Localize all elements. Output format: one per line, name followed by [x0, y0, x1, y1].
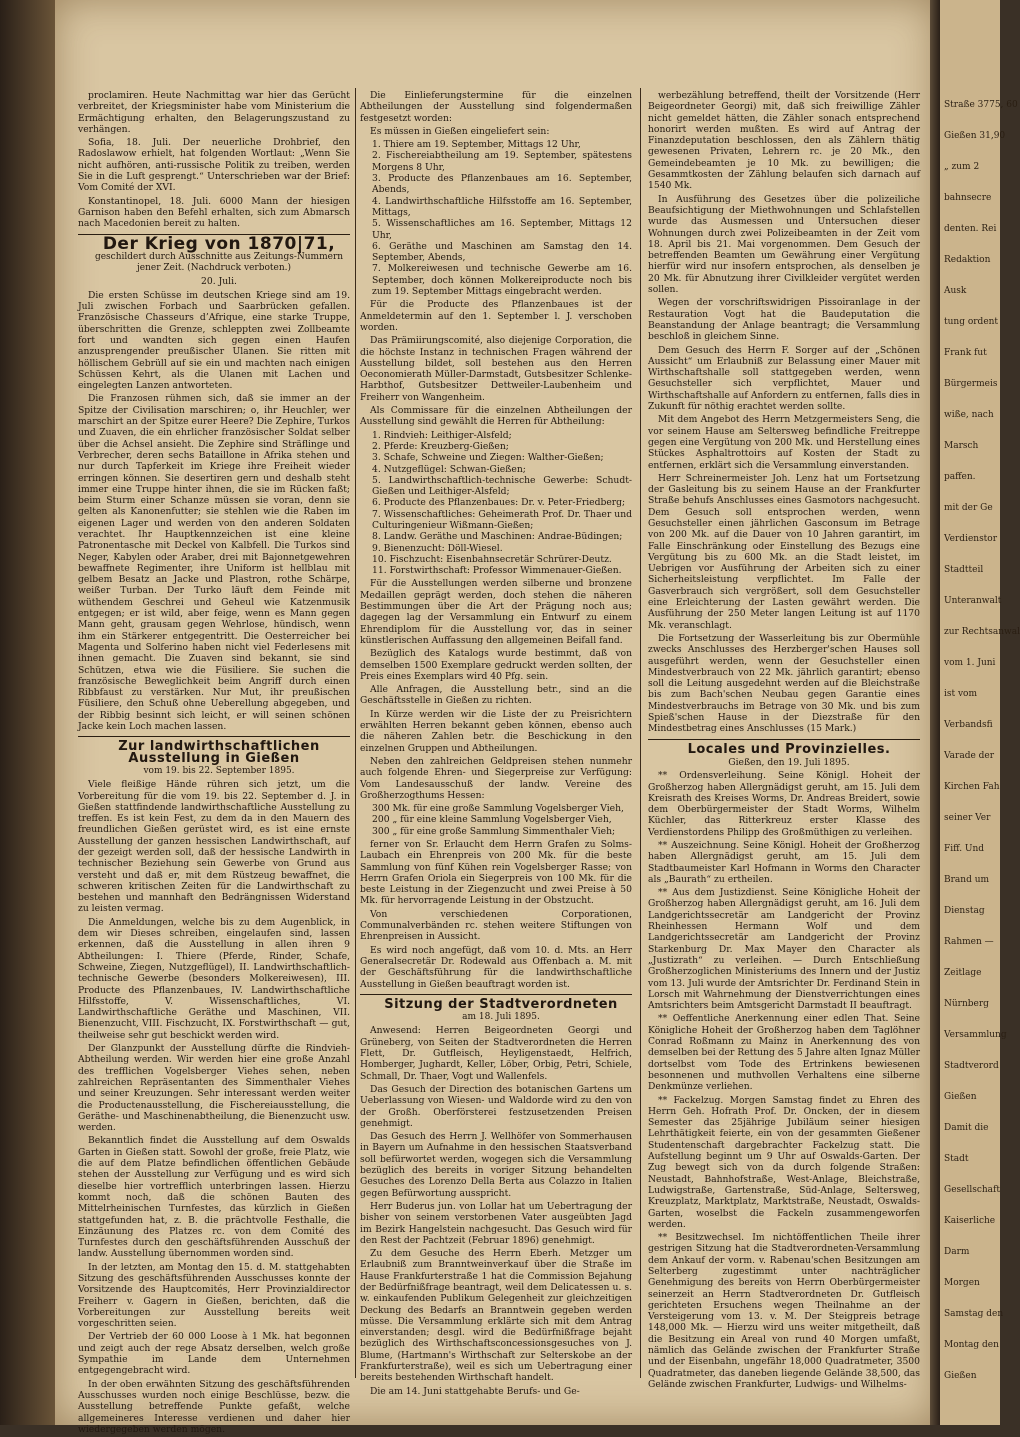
article-paragraph: Sofia, 18. Juli. Der neuerliche Drohbrief, den Radoslawow erhielt, hat folgenden Wortlaut: „Wenn Sie nicht aufhören, anti-russische Politik zu treiben, werden Sie in die Luft gesprengt.“ Unterschrieben war der Brief: Vom Comité der XVI.: [78, 137, 350, 194]
adjacent-page-strip: [940, 0, 1020, 1425]
column-rule: [640, 88, 641, 1378]
article-paragraph: Die am 14. Juni stattgehabte Berufs- und Ge-: [370, 1385, 580, 1397]
article-paragraph: Viele fleißige Hände rühren sich jetzt, um die Vorbereitung für die vom 19. bis 22. September d. J. in Gießen stattfindende landwirthschaftliche Ausstellung zu treffen. Es ist kein Fest, zu dem da in den Mauern des freundlichen Gießen gerüstet wird, es ist eine ernste Ausstellung der ganzen hessischen Landwirthschaft, auf der gezeigt werden soll, daß der hessische Landwirth in technischer Beziehung sein Gewerbe von Grund aus versteht und daß er, mit dem Rüstzeug bewaffnet, die schweren kritischen Zeiten für die Landwirthschaft zu bestehen und mannhaft den Bedrängnissen Widerstand zu leisten vermag.: [78, 779, 350, 915]
column-1: [78, 90, 350, 1437]
ausstellung-subheading: vom 19. bis 22. September 1895.: [143, 765, 295, 776]
column-rule: [355, 88, 356, 1378]
article-paragraph: Herr Buderus jun. von Lollar hat um Uebertragung der bisher von seinem verstorbenen Vater ausgeübten Jagd im Bezirk Hangelstein nachgesucht. Das Gesuch wird für den Rest der Pachtzeit (Februar 1896) genehmigt.: [360, 1200, 632, 1246]
adjacent-page-text: Unteranwalt: [944, 596, 1002, 606]
article-paragraph: In Kürze werden wir die Liste der zu Preisrichtern erwählten Herren bekannt geben können, ebenso auch die näheren Zahlen betr. die Beschickung in den einzelnen Gruppen und Abtheilungen.: [360, 708, 632, 754]
article-paragraph: ** Fackelzug. Morgen Samstag findet zu Ehren des Herrn Geh. Hofrath Prof. Dr. Oncken, der in diesem Semester das 25jährige Jubiläum seiner hiesigen Lehrthätigkeit feierte, ein von der gesammten Gießener Studentenschaft dargebrachter Fackelzug statt. Die Aufstellung beginnt um 9 Uhr auf Oswalds-Garten. Der Zug bewegt sich von da durch folgende Straßen: Neustadt, Bahnhofstraße, West-Anlage, Bleichstraße, Ludwigstraße, Gartenstraße, Süd-Anlage, Seltersweg, Kreuzplatz, Marktplatz, Marktstraße, Neustadt, Oswalds-Garten, woselbst die Fackeln zusammengeworfen werden.: [648, 1094, 920, 1230]
adjacent-page-text: Versammlung: [944, 1030, 1007, 1040]
article-paragraph: Es wird noch angefügt, daß vom 10. d. Mts. an Herr Generalsecretär Dr. Rodewald aus Offenbach a. M. mit der Geschäftsführung für die landwirthschaftliche Ausstellung in Gießen beauftragt worden ist.: [360, 944, 632, 990]
list-item: 5. Wissenschaftliches am 16. September, Mittags 12 Uhr,: [372, 218, 632, 241]
adjacent-page-text: Gießen: [944, 1092, 977, 1102]
adjacent-page-text: Brand um: [944, 875, 990, 885]
adjacent-page-text: tung ordent: [944, 317, 999, 327]
article-paragraph: Neben den zahlreichen Geldpreisen stehen nunmehr auch folgende Ehren- und Siegerpreise zur Verfügung: Vom Landesausschuß der landw. Vereine des Großherzogthums Hessen:: [360, 755, 632, 801]
list-item: 9. Bienenzucht: Döll-Wiesel.: [372, 542, 503, 554]
list-item: 11. Forstwirthschaft: Professor Wimmenauer-Gießen.: [372, 565, 622, 577]
article-paragraph: Anwesend: Herren Beigeordneten Georgi und Grüneberg, von Seiten der Stadtverordneten die Herren Flett, Dr. Gutfleisch, Heyligenstaedt, Helfrich, Homberger, Jughardt, Keller, Löber, Orbig, Petri, Schiele, Schmall, Dr. Thaer, Vogt und Wallenfels.: [360, 1025, 632, 1082]
ausstellung-heading: Zur landwirthschaftlichen Ausstellung in Gießen: [118, 739, 320, 766]
article-paragraph: Wegen der vorschriftswidrigen Pissoiranlage in der Restauration Vogt hat die Baudeputation die Beanstandung der Anlage beantragt; die Versammlung beschloß in gleichem Sinne.: [648, 297, 920, 343]
adjacent-page-text: zur Rechtsanwal: [944, 627, 1020, 637]
column-2: [360, 90, 632, 1399]
adjacent-page-text: Fiff. Und: [944, 844, 985, 854]
adjacent-page-text: mit der Ge: [944, 503, 993, 513]
article-paragraph: ** Oeffentliche Anerkennung einer edlen That. Seine Königliche Hoheit der Großherzog haben dem Taglöhner Conrad Roßmann zu Mainz in Anerkennung des von demselben bei der Rettung des 5 Jahre alten Ignaz Müller dortselbst vom Tode des Ertrinkens bewiesenen besonnenen und muthvollen Verhaltens eine silberne Denkmünze verliehen.: [648, 1013, 920, 1093]
adjacent-page-text: seiner Ver: [944, 813, 991, 823]
adjacent-page-text: Damit die: [944, 1123, 989, 1133]
sitzung-subheading: am 18. Juli 1895.: [462, 1012, 540, 1023]
divider: [360, 994, 632, 995]
divider: [78, 736, 350, 737]
preise-list: [372, 803, 632, 837]
article-paragraph: Die ersten Schüsse im deutschen Kriege sind am 19. Juli zwischen Forbach und Saarbrücken gefallen. Französische Chasseurs d’Afrique, eine starke Truppe, überschritten die Grenze, schleppten zwei Zollbeamte fort und wandten sich gegen einen Haufen anzusprengender preußischer Ulanen. Sie ritten mit höllischem Gebrüll auf sie ein und machten nach einigen Schüssen Kehrt, als die Ulanen mit Lachen und eingelegten Lanzen antworteten.: [78, 289, 350, 392]
article-paragraph: Der Vertrieb der 60 000 Loose à 1 Mk. hat begonnen und zeigt auch der rege Absatz derselben, welch große Sympathie im Lande dem Unternehmen entgegengebracht wird.: [78, 1331, 350, 1377]
adjacent-page-text: Zeitlage: [944, 968, 982, 978]
adjacent-page-text: Redaktion: [944, 255, 991, 265]
adjacent-page-text: Montag den: [944, 1340, 999, 1350]
article-paragraph: proclamiren. Heute Nachmittag war hier das Gerücht verbreitet, der Kriegsminister habe vom Ministerium die Ermächtigung erhalten, den Belagerungszustand zu verhängen.: [78, 90, 350, 135]
article-paragraph: Die Anmeldungen, welche bis zu dem Augenblick, in dem wir Dieses schreiben, eingelaufen sind, lassen erkennen, daß die Ausstellung in allen ihren 9 Abtheilungen: I. Thiere (Pferde, Rinder, Schafe, Schweine, Ziegen, Nutzgeflügel), II. Landwirthschaftlich-technische Gewerbe (besonders Molkereiwesen), III. Producte des Pflanzenbaues, IV. Landwirthschaftliche Hilfsstoffe, V. Wissenschaftliches, VI. Landwirthschaftliche Geräthe und Maschinen, VII. Bienenzucht, VIII. Fischzucht, IX. Forstwirthschaft — gut, theilweise sehr gut beschickt werden wird.: [78, 916, 350, 1041]
list-item: 6. Geräthe und Maschinen am Samstag den 14. September, Abends,: [372, 240, 632, 264]
list-item: 10. Fischzucht: Eisenbahnsecretär Schrürer-Deutz.: [372, 553, 612, 565]
article-paragraph: ** Aus dem Justizdienst. Seine Königliche Hoheit der Großherzog haben Allergnädigst geruht, am 16. Juli dem Landgerichtssecretär am Landgericht der Provinz Rheinhessen Hermann Wolf und dem Landgerichtssecretär am Landgericht der Provinz Starkenburg Dr. Max Mayer den Character als „Justizrath“ zu verleihen. — Durch Entschließung Großherzoglichen Ministeriums des Innern und der Justiz vom 13. Juli wurde der Amtsrichter Dr. Ferdinand Stein in Lorsch mit Wahrnehmung der Dienstverrichtungen eines Amtsrichters beim Amtsgericht Darmstadt II beauftragt.: [648, 887, 920, 1012]
commissare-list: [372, 430, 632, 577]
binding-edge-left: [0, 0, 55, 1425]
adjacent-page-text: Marsch: [944, 441, 979, 451]
adjacent-page-text: ist vom: [944, 689, 978, 699]
adjacent-page-text: Straße 3775, 60: [944, 100, 1018, 110]
article-paragraph: ** Besitzwechsel. Im nichtöffentlichen Theile ihrer gestrigen Sitzung hat die Stadtverordneten-Versammlung dem Ankauf der vorm. v. Rabenau'schen Besitzungen am Selterberg zugestimmt unter nachträglicher Genehmigung des bereits von Herrn Oberbürgermeister seinerzeit an Herrn Stadtverordneten Dr. Gutfleisch gerichteten Ersuchens wegen Theilnahme an der Versteigerung vom 13. v. M. Der Steigpreis betrage 148,000 Mk. — Hierzu wird uns weiter mitgetheilt, daß die Besitzung ein Areal von rund 40 Morgen umfaßt, nämlich das Gelände zwischen der Frankfurter Straße und der Eisenbahn, ungefähr 18,000 Quadratmeter, 3500 Quadratmeter, das daneben liegende Gelände 38,500, das Gelände zwischen Frankfurter, Ludwigs- und Wilhelms-: [648, 1232, 920, 1390]
list-item: 8. Landw. Geräthe und Maschinen: Andrae-Büdingen;: [372, 531, 623, 543]
locales-date: Gießen, den 19. Juli 1895.: [728, 756, 850, 768]
list-item: 3. Schafe, Schweine und Ziegen: Walther-Gießen;: [372, 452, 604, 464]
article-paragraph: Die Franzosen rühmen sich, daß sie immer an der Spitze der Civilisation marschiren; o, ihr Heuchler, wer marschirt an der Spitze eurer Heere? Die Zephire, Turkos und Zuaven, die ein ehrlicher französischer Soldat selber über die Achsel ansieht. Die Zephire sind Sträflinge und Verbrecher, deren sechs Bataillone in Afrika stehen und nur durch Tapferkeit im Kriege ihre Freiheit wieder erringen können. Sie desertiren gern und deshalb steht immer eine Truppe hinter ihnen, die sie im Rücken faßt; beim Sturm einer Schanze müssen sie voran, denn sie gelten als Kanonenfutter; sie stehlen wie die Raben im eigenen Lager und werden von den anderen Soldaten verachtet. Ihr Hauptkennzeichen ist eine kleine Patronentasche mit Deckel von Kalbfell. Die Turkos sind Neger, Kabylen oder Araber, drei mit Bajonnetgewehren bewaffnete Regimenter, ihre Uniform ist hellblau mit gelbem Besatz an Jacke und Plastron, rothe Schärpe, weißer Turban. Der Turko läuft dem Feinde mit wüthendem Geschrei und Geheul wie Katzenmusik entgegen; er ist wild, aber feige, wenn es Mann gegen Mann geht, grausam gegen Wehrlose, hündisch, wenn ihm ein Stärkerer entgegentritt. Die Oesterreicher bei Magenta und Solferino haben nicht viel Federlesens mit ihnen gemacht. Die Zuaven sind bekannt, sie sind Schützen, etwa wie die Füsiliere. Sie suchen die französische Beweglichkeit beim Angriff durch einen Ribbfaust zu verstärken. Nur Mut, ihr preußischen Füsiliere, den Schuß ohne Ueberellung abgegeben, und der Ribbig besinnt sich leicht, er will seinen schönen Jacke kein Loch machen lassen.: [78, 393, 350, 733]
article-paragraph: Das Prämiirungscomité, also diejenige Corporation, die die höchste Instanz in technischen Fragen während der Ausstellung bildet, soll bestehen aus den Herren Oeconomierath Müller-Darmstadt, Gutsbesitzer Schlenke-Harbthof, Gutsbesitzer Dettweiler-Laubenheim und Freiherr von Wangenheim.: [360, 335, 632, 403]
adjacent-page-text: Stadtteil: [944, 565, 984, 575]
article-paragraph: werbezählung betreffend, theilt der Vorsitzende (Herr Beigeordneter Georgi) mit, daß sich freiwillige Zähler nicht gemeldet hätten, die Zähler sonach entsprechend honorirt werden mußten. Es wird auf Antrag der Finanzdeputation beschlossen, den als Zählern thätig gewesenen Privaten, Lehrern rc. je 20 Mk., den Gemeindebeamten je 10 Mk. zu bewilligen; die Gesammtkosten der Zählung belaufen sich darnach auf 1540 Mk.: [648, 90, 920, 192]
adjacent-page-text: Ausk: [944, 286, 967, 296]
adjacent-page-text: wiße, nach: [944, 410, 994, 420]
adjacent-page-text: Varade der: [944, 751, 995, 761]
article-paragraph: Von verschiedenen Corporationen, Communalverbänden rc. stehen weitere Stiftungen von Ehrenpreisen in Aussicht.: [360, 908, 632, 943]
article-paragraph: ** Auszeichnung. Seine Königl. Hoheit der Großherzog haben Allergnädigst geruht, am 15. Juli dem Stadtbaumeister Karl Hofmann in Worms den Character als „Baurath“ zu ertheilen.: [648, 840, 920, 885]
adjacent-page-text: vom 1. Juni: [944, 658, 996, 668]
adjacent-page-text: Nürnberg: [944, 999, 989, 1009]
krieg-date: 20. Juli.: [201, 276, 237, 288]
article-paragraph: Bekanntlich findet die Ausstellung auf dem Oswalds Garten in Gießen statt. Sowohl der große, freie Platz, wie die auf dem Platze befindlichen öffentlichen Gebäude stehen der Ausstellung zur Verfügung und es wird sich dieselbe hier vortrefflich unterbringen lassen. Hierzu kommt noch, daß die schönen Bauten des Mittelrheinischen Turnfestes, das kürzlich in Gießen stattgefunden hat, z. B. die prächtvolle Festhalle, die Einzäunung des Platzes rc. von dem Comité des Turnfestes durch den geschäftsführenden Ausschuß der landw. Ausstellung übernommen worden sind.: [78, 1135, 350, 1260]
adjacent-page-text: „ zum 2: [944, 162, 980, 172]
article-paragraph: Herr Schreinermeister Joh. Lenz hat um Fortsetzung der Gasleitung bis zu seinem Hause an der Frankfurter Straße behufs Anschlusses eines Gasmotors nachgesucht. Dem Gesuch soll entsprochen werden, wenn Gesuchsteller einen jährlichen Gasconsum im Betrage von 200 Mk. auf die Dauer von 10 Jahren garantirt, im Falle Einschränkung oder Einstellung des Bezugs eine Vergütung bis zu 600 Mk. an die Stadt leistet, im Uebrigen vor Ausführung der Arbeiten sich zu einer Sicherheitsleistung verpflichtet. Im Falle der Gasverbrauch sich vergrößert, soll dem Gesuchsteller eine Erleichterung der Lasten gewährt werden. Die Ausführung der 250 Meter langen Leitung ist auf 1170 Mk. veranschlagt.: [648, 472, 920, 631]
adjacent-page-text: Gesellschaft: [944, 1185, 1000, 1195]
article-paragraph: Der Glanzpunkt der Ausstellung dürfte die Rindvieh-Abtheilung werden. Wir werden hier eine große Anzahl des trefflichen Vogelsberger Viehes sehen, neben zahlreichen Repräsentanten des Simmenthaler Viehes und seiner Kreuzungen. Sehr interessant werden weiter die Productenausstellung, die Fischereiausstellung, die Geräthe- und Maschinenabtheilung, die Bienenzucht usw. werden.: [78, 1043, 350, 1134]
adjacent-page-text: Kirchen Fah: [944, 782, 1000, 792]
adjacent-page-text: Kaiserliche: [944, 1216, 996, 1226]
article-paragraph: Das Gesuch des Herrn J. Wellhöfer von Sommerhausen in Bayern um Aufnahme in den hessischen Staatsverband soll befürwortet werden, wogegen sich die Versammlung bezüglich des bereits in voriger Sitzung behandelten Gesuches des Lorenzo Della Berta aus Colazzo in Italien gegen Befürwortung ausspricht.: [360, 1131, 632, 1199]
adjacent-page-text: paffen.: [944, 472, 976, 482]
list-item: 4. Nutzgeflügel: Schwan-Gießen;: [372, 463, 526, 475]
article-paragraph: Dem Gesuch des Herrn F. Sorger auf der „Schönen Aussicht“ um Erlaubniß zur Belassung einer Mauer mit Wirthschaftshalle soll stattgegeben werden, wenn Gesuchsteller sich verpflichtet, Mauer und Wirthschaftshalle auf Anfordern zu entfernen, falls dies in Zukunft für nöthig erachtet werden sollte.: [648, 344, 920, 413]
article-paragraph: In der letzten, am Montag den 15. d. M. stattgehabten Sitzung des geschäftsführenden Ausschusses konnte der Vorsitzende des Hauptcomités, Herr Provinzialdirector Freiherr v. Gagern in Gießen, berichten, daß die Vorbereitungen zur Ausstellung bereits weit vorgeschritten seien.: [78, 1261, 350, 1330]
article-paragraph: Das Gesuch der Direction des botanischen Gartens um Ueberlassung von Wiesen- und Waldorde wird zu den von der Großh. Oberförsterei festzusetzenden Preisen genehmigt.: [360, 1083, 632, 1129]
adjacent-page-text: Frank fut: [944, 348, 987, 358]
list-item: 7. Wissenschaftliches: Geheimerath Prof. Dr. Thaer und Culturingenieur Wißmann-Gießen;: [372, 508, 632, 531]
article-paragraph: Zu dem Gesuche des Herrn Eberh. Metzger um Erlaubniß zum Branntweinverkauf über die Straße im Hause Frankfurterstraße 1 hat die Commission Bejahung der Bedürfnißfrage beantragt, weil dem Delicatessen u. s. w. einkaufenden Publikum Gelegenheit zur gleichzeitigen Deckung des Bedarfs an Branntwein gegeben werden müsse. Die Versammlung erklärte sich mit dem Antrag einverstanden; desgl. wird die Bedürfnißfrage bejaht bezüglich des Wirthschaftsconcessionsgesuches von J. Blume, (Hartmann's Wirthschaft zur Selterskobe an der Frankfurterstraße), weil es sich um Uebertragung einer bereits bestehenden Wirthschaft handelt.: [360, 1248, 632, 1384]
adjacent-page-text: Stadt: [944, 1154, 969, 1164]
sitzung-heading: Sitzung der Stadtverordneten: [384, 996, 618, 1012]
article-paragraph: Die Einlieferungstermine für die einzelnen Abtheilungen der Ausstellung sind folgendermaßen festgesetzt worden:: [360, 90, 632, 124]
adjacent-page-text: Stadtverord: [944, 1061, 999, 1071]
column-3: [648, 90, 920, 1392]
article-paragraph: Mit dem Angebot des Herrn Metzgermeisters Seng, die vor seinem Hause am Seltersweg befindliche Freitreppe gegen eine Vergütung von 200 Mk. und Herstellung eines Stückes Asphaltrottoirs auf Kosten der Stadt zu entfernen, erklärt sich die Versammlung einverstanden.: [648, 414, 920, 471]
adjacent-page-text: denten. Rei: [944, 224, 997, 234]
list-item: 7. Molkereiwesen und technische Gewerbe am 16. September, doch können Molkereiproducte noch bis zum 19. September Mittags eingebracht werden.: [372, 263, 632, 298]
adjacent-page-text: Morgen: [944, 1278, 980, 1288]
article-paragraph: Für die Ausstellungen werden silberne und bronzene Medaillen geprägt werden, doch stehen die näheren Bestimmungen über die Art der Prägung noch aus; dagegen lag der Versammlung ein Entwurf zu einem Ehrendiplom für die Ausstellung vor, das in seiner künstlerischen Auffassung den allgemeinen Beifall fand.: [360, 578, 632, 646]
list-item: 2. Fischereiabtheilung am 19. September, spätestens Morgens 8 Uhr,: [372, 150, 632, 173]
article-paragraph: Es müssen in Gießen eingeliefert sein:: [370, 125, 550, 137]
list-item: 4. Landwirthschaftliche Hilfsstoffe am 16. September, Mittags,: [372, 195, 632, 218]
adjacent-page-text: bahnsecre: [944, 193, 992, 203]
binding-gutter: [930, 0, 940, 1425]
article-paragraph: Konstantinopel, 18. Juli. 6000 Mann der hiesigen Garnison haben den Befehl erhalten, sich zum Abmarsch nach Macedonien bereit zu halten.: [78, 195, 350, 230]
krieg-subheading: geschildert durch Ausschnitte aus Zeitungs-Nummern jener Zeit. (Nachdruck verboten.): [94, 251, 344, 274]
adjacent-page-text: Verbandsfi: [944, 720, 993, 730]
article-paragraph: Als Commissare für die einzelnen Abtheilungen der Ausstellung sind gewählt die Herren für Abtheilung:: [360, 405, 632, 428]
list-item: 300 Mk. für eine große Sammlung Vogelsberger Vieh,: [372, 803, 624, 815]
krieg-heading: Der Krieg von 1870|71,: [102, 233, 336, 254]
termine-list: [372, 139, 632, 297]
list-item: 1. Thiere am 19. September, Mittags 12 Uhr,: [372, 139, 581, 151]
adjacent-page-text: Dienstag: [944, 906, 985, 916]
adjacent-page-text: Rahmen —: [944, 937, 994, 947]
adjacent-page-text: Gießen: [944, 1371, 977, 1381]
article-paragraph: ferner von Sr. Erlaucht dem Herrn Grafen zu Solms-Laubach ein Ehrenpreis von 200 Mk. für die beste Sammlung von fünf Kühen rein Vogelsberger Rasse; von Herrn Grafen Oriola ein Siegerpreis von 100 Mk. für die beste Leistung in der Ziegenzucht und zwei Preise à 50 Mk. für hervorragende Leistung in der Obstzucht.: [360, 839, 632, 907]
list-item: 6. Producte des Pflanzenbaues: Dr. v. Peter-Friedberg;: [372, 497, 626, 509]
list-item: 3. Producte des Pflanzenbaues am 16. September, Abends,: [372, 173, 632, 196]
article-paragraph: Die Fortsetzung der Wasserleitung bis zur Obermühle zwecks Anschlusses des Herzberger'schen Hauses soll ausgeführt werden, wenn der Gesuchsteller einen Mindestverbrauch von 22 Mk. jährlich garantirt; ebenso soll die Leitung ausgedehnt werden auf die Bleichstraße bis zum Bach'schen Neubau gegen Garantie eines Mindestverbrauchs im Betrage von 30 Mk. und bis zum Spieß'schen Hause in der Diezstraße für den Mindestbetrag eines Anschlusses (15 Mark.): [648, 632, 920, 735]
adjacent-page-text: Samstag den: [944, 1309, 1004, 1319]
adjacent-page-text: Verdienstor: [944, 534, 998, 544]
adjacent-page-text: Gießen 31,90: [944, 131, 1006, 141]
article-paragraph: In Ausführung des Gesetzes über die polizeiliche Beaufsichtigung der Miethwohnungen und Schlafstellen wurde das Ausmessen und Untersuchen dieser Wohnungen durch zwei Polizeibeamten in der Zeit vom 18. April bis 21. Mai vorgenommen. Dem Gesuch der betreffenden Beamten um Gewährung einer Vergütung hierfür wird nur insofern entsprochen, als denselben je 20 Mk. für Abnutzung ihrer Civilkleider vergütet werden sollen.: [648, 193, 920, 296]
article-paragraph: Für die Producte des Pflanzenbaues ist der Anmeldetermin auf den 1. September l. J. verschoben worden.: [360, 299, 632, 333]
article-paragraph: Alle Anfragen, die Ausstellung betr., sind an die Geschäftsstelle in Gießen zu richten.: [360, 684, 632, 707]
adjacent-page-text: Bürgermeis: [944, 379, 998, 389]
locales-heading: Locales und Provinzielles.: [687, 741, 891, 757]
list-item: 300 „ für eine große Sammlung Simmenthaler Vieh;: [372, 825, 616, 837]
list-item: 1. Rindvieh: Leithiger-Alsfeld;: [372, 429, 512, 441]
adjacent-page-text: Darm: [944, 1247, 970, 1257]
list-item: 5. Landwirthschaftlich-technische Gewerbe: Schudt-Gießen und Leithiger-Alsfeld;: [372, 474, 632, 498]
list-item: 2. Pferde: Kreuzberg-Gießen;: [372, 440, 509, 452]
article-paragraph: Bezüglich des Katalogs wurde bestimmt, daß von demselben 1500 Exemplare gedruckt werden sollten, der Preis eines Exemplars wird 40 Pfg. sein.: [360, 648, 632, 682]
divider: [648, 739, 920, 740]
article-paragraph: In der oben erwähnten Sitzung des geschäftsführenden Ausschusses wurden noch einige Beschlüsse, bezw. die Ausstellung betreffende Punkte gefaßt, welche allgemeineres Interesse verdienen und daher hier wiedergegeben werden mögen.: [78, 1378, 350, 1435]
article-paragraph: ** Ordensverleihung. Seine Königl. Hoheit der Großherzog haben Allergnädigst geruht, am 15. Juli dem Kreisrath des Kreises Worms, Dr. Andreas Breidert, sowie dem Oberbürgermeister der Stadt Worms, Wilhelm Küchler, das Ritterkreuz erster Klasse des Verdienstordens Philipp des Großmüthigen zu verleihen.: [648, 770, 920, 838]
list-item: 200 „ für eine kleine Sammlung Vogelsberger Vieh,: [372, 814, 612, 826]
